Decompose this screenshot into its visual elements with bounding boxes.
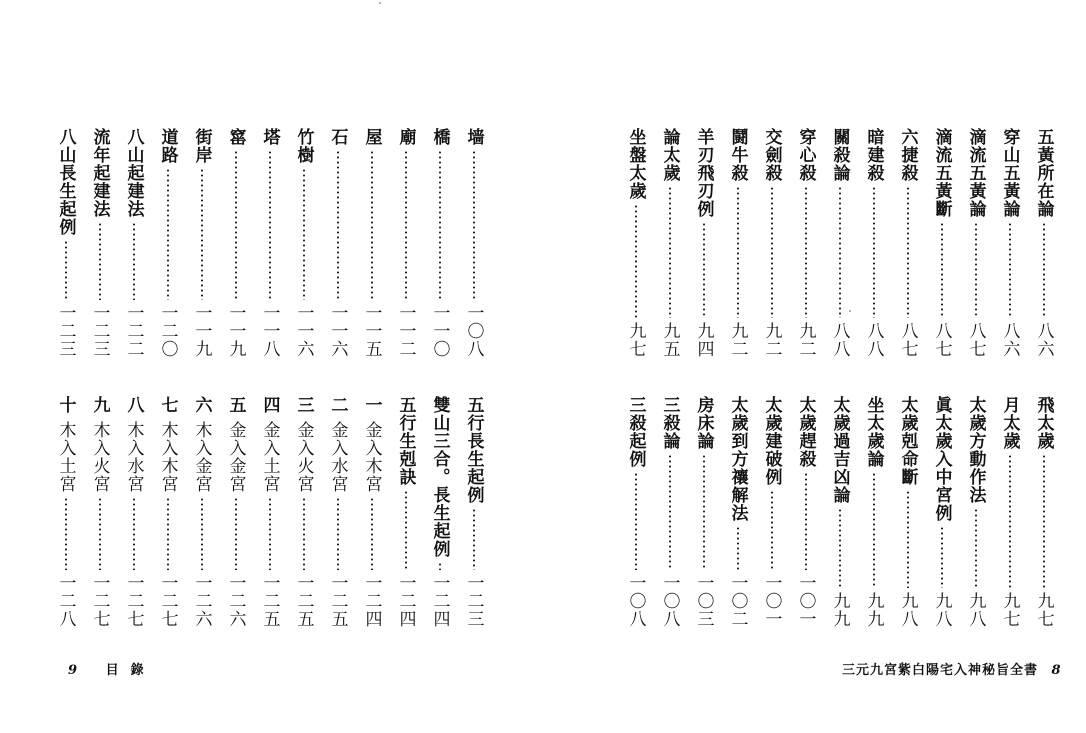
toc-entry-page: 一二五 xyxy=(327,574,348,628)
toc-entry xyxy=(760,396,783,628)
toc-entry xyxy=(394,396,417,628)
toc-entry xyxy=(862,128,885,358)
toc-entry-title: 五行長生起例 xyxy=(463,396,484,504)
toc-entry-page: 一二四 xyxy=(395,574,416,628)
toc-entry-page: 一一〇 xyxy=(429,304,450,358)
toc-entry xyxy=(156,396,179,628)
toc-entry xyxy=(122,128,145,358)
toc-entry-page: 一〇二 xyxy=(727,574,748,628)
toc-entry xyxy=(428,396,451,628)
toc-entry-page: 九九 xyxy=(829,592,850,628)
dot-leader xyxy=(1009,222,1011,318)
toc-entry xyxy=(726,396,749,628)
toc-entry xyxy=(930,128,953,358)
toc-entry xyxy=(88,128,111,358)
dot-leader xyxy=(167,497,169,570)
toc-entry-page: 一二三 xyxy=(463,574,484,628)
dot-leader xyxy=(201,497,203,570)
toc-entry xyxy=(828,396,851,628)
toc-entry-page: 九二 xyxy=(727,322,748,358)
toc-entry xyxy=(794,128,817,358)
toc-entry-title: 月太歲 xyxy=(999,396,1020,450)
toc-entry-title: 雙山三合。長生起例 xyxy=(429,396,450,558)
toc-entry xyxy=(998,396,1021,628)
toc-entry-page: 一一二 xyxy=(395,304,416,358)
toc-entry-title: 滴流五黃論 xyxy=(965,128,986,218)
dot-leader xyxy=(371,497,373,570)
dot-leader xyxy=(737,186,739,318)
toc-entry-title: 關殺論 xyxy=(829,128,850,182)
toc-entry-page: 一一九 xyxy=(225,304,246,358)
dot-leader xyxy=(65,497,67,570)
toc-entry xyxy=(658,396,681,628)
dot-leader xyxy=(805,472,807,570)
dot-leader xyxy=(235,150,237,300)
dot-leader xyxy=(873,472,875,588)
toc-entry-title: 街岸 xyxy=(191,128,212,164)
toc-entry xyxy=(292,128,315,358)
dot-leader xyxy=(235,497,237,570)
toc-entry-title: 滴流五黃斷 xyxy=(931,128,952,218)
toc-entry-page: 一二七 xyxy=(89,574,110,628)
toc-entry xyxy=(156,128,179,358)
toc-entry-page: 一一九 xyxy=(191,304,212,358)
toc-entry-page: 一一六 xyxy=(327,304,348,358)
left-upper-toc xyxy=(54,128,485,358)
toc-entry-number: 十 xyxy=(55,396,76,413)
dot-leader xyxy=(975,508,977,588)
toc-entry xyxy=(360,396,383,628)
dot-leader xyxy=(337,497,339,570)
dot-leader xyxy=(737,526,739,570)
dot-leader xyxy=(839,508,841,588)
toc-entry-title: 廟 xyxy=(395,128,416,146)
toc-entry xyxy=(190,128,213,358)
dot-leader xyxy=(303,497,305,570)
toc-entry-page: 一二六 xyxy=(191,574,212,628)
dot-leader xyxy=(337,150,339,300)
toc-entry-page: 九八 xyxy=(931,592,952,628)
dot-leader xyxy=(439,562,441,570)
toc-entry-title: 三殺論 xyxy=(659,396,680,450)
toc-entry-title: 暗建殺 xyxy=(863,128,884,182)
toc-entry-page: 一一八 xyxy=(259,304,280,358)
toc-entry-page: 一二七 xyxy=(157,574,178,628)
toc-entry xyxy=(964,128,987,358)
toc-entry-number: 八 xyxy=(123,396,144,413)
right-upper-toc xyxy=(624,128,1055,358)
toc-entry-number: 四 xyxy=(259,396,280,413)
dot-leader xyxy=(839,186,841,318)
toc-entry xyxy=(258,396,281,628)
toc-entry-number: 九 xyxy=(89,396,110,413)
toc-entry xyxy=(258,128,281,358)
toc-entry-title: 房床論 xyxy=(693,396,714,450)
toc-entry-title: 五黃所在論 xyxy=(1033,128,1054,218)
toc-entry-page: 一二〇 xyxy=(157,304,178,358)
toc-entry-page: 九七 xyxy=(1033,592,1054,628)
toc-entry-title: 八山起建法 xyxy=(123,128,144,218)
toc-entry-title: 交劍殺 xyxy=(761,128,782,182)
dot-leader xyxy=(907,186,909,318)
toc-entry xyxy=(624,396,647,628)
dot-leader xyxy=(907,490,909,588)
toc-entry-title: 金入火宮 xyxy=(293,421,314,493)
toc-entry xyxy=(692,128,715,358)
toc-entry-title: 流年起建法 xyxy=(89,128,110,218)
toc-entry-title: 飛太歲 xyxy=(1033,396,1054,450)
toc-entry xyxy=(828,128,851,358)
right-page-number: 8 xyxy=(1051,663,1062,678)
toc-entry-page: 九九 xyxy=(863,592,884,628)
toc-entry-title: 墙 xyxy=(463,128,484,146)
toc-entry-title: 穿山五黃論 xyxy=(999,128,1020,218)
dot-leader xyxy=(439,150,441,300)
dot-leader xyxy=(941,526,943,588)
dot-leader xyxy=(805,186,807,318)
toc-entry xyxy=(862,396,885,628)
left-page-number: 9 xyxy=(68,663,90,678)
toc-entry xyxy=(726,128,749,358)
toc-entry-page: 一二八 xyxy=(55,574,76,628)
toc-entry-page: 一一六 xyxy=(293,304,314,358)
toc-entry-page: 九八 xyxy=(965,592,986,628)
dot-leader xyxy=(703,222,705,318)
dot-leader xyxy=(371,150,373,300)
dot-leader xyxy=(941,222,943,318)
toc-entry-title: 屋 xyxy=(361,128,382,146)
toc-entry-page: 一二四 xyxy=(429,574,450,628)
toc-entry xyxy=(998,128,1021,358)
toc-entry-page: 八八 xyxy=(863,322,884,358)
dot-leader xyxy=(269,150,271,300)
toc-entry-page: 一〇八 xyxy=(659,574,680,628)
dot-leader xyxy=(873,186,875,318)
left-footer-label: 目錄 xyxy=(105,663,156,678)
toc-entry xyxy=(462,128,485,358)
toc-entry xyxy=(326,396,349,628)
toc-entry-title: 穿心殺 xyxy=(795,128,816,182)
dot-leader xyxy=(99,497,101,570)
dot-leader xyxy=(473,150,475,300)
dot-leader xyxy=(269,497,271,570)
dot-leader xyxy=(405,150,407,300)
toc-entry xyxy=(394,128,417,358)
toc-entry xyxy=(122,396,145,628)
toc-entry-page: 八七 xyxy=(931,322,952,358)
scan-speck xyxy=(379,2,381,4)
dot-leader xyxy=(405,490,407,570)
toc-entry xyxy=(624,128,647,358)
dot-leader xyxy=(635,472,637,570)
toc-entry-title: 木入水宮 xyxy=(123,421,144,493)
toc-entry xyxy=(190,396,213,628)
toc-entry-page: 一二四 xyxy=(361,574,382,628)
toc-entry-title: 木入火宮 xyxy=(89,421,110,493)
dot-leader xyxy=(703,454,705,570)
toc-entry-page: 八六 xyxy=(1033,322,1054,358)
toc-entry-page: 一〇一 xyxy=(795,574,816,628)
toc-entry-title: 八山長生起例 xyxy=(55,128,76,236)
toc-entry xyxy=(428,128,451,358)
toc-entry xyxy=(1032,128,1055,358)
toc-entry xyxy=(930,396,953,628)
toc-entry-title: 太歲方動作法 xyxy=(965,396,986,504)
toc-entry-page: 一二七 xyxy=(123,574,144,628)
toc-entry-title: 木入土宮 xyxy=(55,421,76,493)
dot-leader xyxy=(635,204,637,318)
toc-entry-title: 論太歲 xyxy=(659,128,680,182)
toc-entry-title: 太歲趕殺 xyxy=(795,396,816,468)
toc-entry-title: 太歲建破例 xyxy=(761,396,782,486)
toc-entry xyxy=(964,396,987,628)
toc-entry xyxy=(658,128,681,358)
toc-entry-title: 六捷殺 xyxy=(897,128,918,182)
toc-entry xyxy=(692,396,715,628)
dot-leader xyxy=(1009,454,1011,588)
dot-leader xyxy=(99,222,101,300)
toc-entry-page: 八八 xyxy=(829,322,850,358)
toc-entry-title: 坐盤太歲 xyxy=(625,128,646,200)
toc-entry-title: 金入水宮 xyxy=(327,421,348,493)
toc-entry xyxy=(326,128,349,358)
toc-entry-page: 九二 xyxy=(761,322,782,358)
toc-entry-title: 太歲到方禳解法 xyxy=(727,396,748,522)
toc-entry-title: 五行生剋訣 xyxy=(395,396,416,486)
toc-entry-page: 一二五 xyxy=(293,574,314,628)
toc-entry-title: 太歲過吉凶論 xyxy=(829,396,850,504)
toc-entry-page: 一二三 xyxy=(89,304,110,358)
toc-entry-title: 坐太歲論 xyxy=(863,396,884,468)
toc-entry-title: 竹樹 xyxy=(293,128,314,164)
toc-entry-number: 三 xyxy=(293,396,314,413)
toc-entry-title: 金入金宮 xyxy=(225,421,246,493)
toc-entry-page: 八六 xyxy=(999,322,1020,358)
toc-entry-number: 一 xyxy=(361,396,382,413)
dot-leader xyxy=(1043,222,1045,318)
toc-entry xyxy=(794,396,817,628)
dot-leader xyxy=(133,222,135,300)
toc-entry-number: 七 xyxy=(157,396,178,413)
toc-entry-title: 太歲剋命斷 xyxy=(897,396,918,486)
toc-entry-page: 一二六 xyxy=(225,574,246,628)
toc-entry-title: 塔 xyxy=(259,128,280,146)
dot-leader xyxy=(975,222,977,318)
left-lower-toc xyxy=(54,396,485,628)
toc-entry-page: 一〇一 xyxy=(761,574,782,628)
toc-entry xyxy=(292,396,315,628)
toc-entry-page: 九二 xyxy=(795,322,816,358)
toc-entry xyxy=(760,128,783,358)
toc-entry-page: 一一五 xyxy=(361,304,382,358)
dot-leader xyxy=(669,186,671,318)
toc-entry-page: 九四 xyxy=(693,322,714,358)
dot-leader xyxy=(303,168,305,300)
toc-entry-title: 金入土宮 xyxy=(259,421,280,493)
left-footer xyxy=(68,659,156,678)
toc-entry xyxy=(1032,396,1055,628)
toc-entry xyxy=(896,396,919,628)
toc-entry-number: 六 xyxy=(191,396,212,413)
toc-entry-title: 石 xyxy=(327,128,348,146)
toc-entry-title: 木入木宮 xyxy=(157,421,178,493)
dot-leader xyxy=(473,508,475,570)
toc-entry xyxy=(224,128,247,358)
toc-entry-page: 八七 xyxy=(897,322,918,358)
toc-entry xyxy=(896,128,919,358)
toc-entry xyxy=(462,396,485,628)
toc-entry-title: 鬪牛殺 xyxy=(727,128,748,182)
dot-leader xyxy=(1043,454,1045,588)
toc-entry-page: 一二三 xyxy=(55,304,76,358)
toc-entry xyxy=(54,396,77,628)
toc-entry-page: 九八 xyxy=(897,592,918,628)
toc-entry-title: 木入金宮 xyxy=(191,421,212,493)
toc-entry-number: 五 xyxy=(225,396,246,413)
toc-entry-page: 一二五 xyxy=(259,574,280,628)
toc-entry-page: 一〇八 xyxy=(625,574,646,628)
toc-entry-title: 三殺起例 xyxy=(625,396,646,468)
toc-entry-page: 一〇三 xyxy=(693,574,714,628)
dot-leader xyxy=(669,454,671,570)
toc-entry-title: 羊刃飛刃例 xyxy=(693,128,714,218)
toc-entry xyxy=(54,128,77,358)
toc-entry-page: 九七 xyxy=(999,592,1020,628)
toc-entry-page: 一〇八 xyxy=(463,304,484,358)
toc-entry-page: 一二二 xyxy=(123,304,144,358)
right-lower-toc xyxy=(624,396,1055,628)
dot-leader xyxy=(201,168,203,300)
scan-speck xyxy=(849,310,851,312)
toc-entry-title: 窰 xyxy=(225,128,246,146)
toc-entry-number: 二 xyxy=(327,396,348,413)
dot-leader xyxy=(167,168,169,300)
right-footer-title: 三元九宮紫白陽宅入神秘旨全書 xyxy=(842,663,1039,678)
toc-entry-title: 道路 xyxy=(157,128,178,164)
dot-leader xyxy=(771,490,773,570)
dot-leader xyxy=(65,240,67,300)
dot-leader xyxy=(771,186,773,318)
right-footer xyxy=(842,659,1062,678)
toc-entry-page: 八七 xyxy=(965,322,986,358)
toc-entry xyxy=(360,128,383,358)
toc-entry xyxy=(88,396,111,628)
dot-leader xyxy=(133,497,135,570)
toc-entry xyxy=(224,396,247,628)
toc-entry-title: 金入木宮 xyxy=(361,421,382,493)
toc-entry-title: 眞太歲入中宮例 xyxy=(931,396,952,522)
toc-entry-title: 橋 xyxy=(429,128,450,146)
toc-entry-page: 九五 xyxy=(659,322,680,358)
toc-entry-page: 九七 xyxy=(625,322,646,358)
